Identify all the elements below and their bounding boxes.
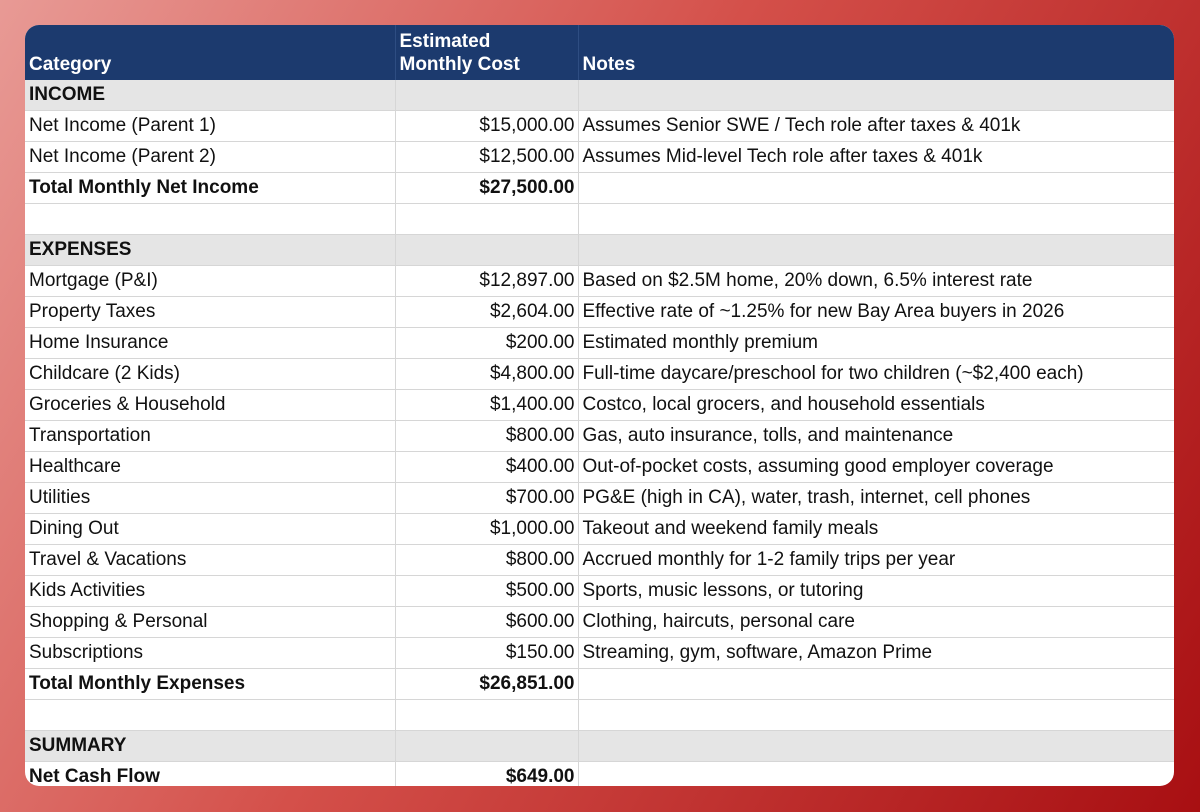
table-row [25, 266, 1174, 297]
cell-category[interactable]: Transportation [25, 421, 395, 452]
cell-cost[interactable]: $12,500.00 [395, 142, 578, 173]
table-row [25, 390, 1174, 421]
cell-cost[interactable]: $12,897.00 [395, 266, 578, 297]
cell[interactable] [395, 731, 578, 762]
cell[interactable] [578, 731, 1174, 762]
cell-cost[interactable]: $400.00 [395, 452, 578, 483]
table-row [25, 452, 1174, 483]
cell-category[interactable]: Dining Out [25, 514, 395, 545]
cell[interactable] [395, 80, 578, 111]
spreadsheet-card [25, 25, 1174, 786]
cell-notes[interactable]: Takeout and weekend family meals [578, 514, 1174, 545]
blank-row [25, 204, 1174, 235]
cell-notes[interactable] [578, 669, 1174, 700]
table-row [25, 576, 1174, 607]
cell[interactable] [578, 700, 1174, 731]
cell[interactable] [395, 235, 578, 266]
cell[interactable] [578, 80, 1174, 111]
header-category[interactable]: Category [25, 25, 395, 80]
cell-cost[interactable]: $700.00 [395, 483, 578, 514]
table-row [25, 111, 1174, 142]
cell[interactable]: EXPENSES [25, 235, 395, 266]
cell-cost[interactable]: $1,000.00 [395, 514, 578, 545]
total-row-income [25, 173, 1174, 204]
table-row [25, 514, 1174, 545]
table-row [25, 328, 1174, 359]
cell-cost[interactable]: $649.00 [395, 762, 578, 787]
cell-notes[interactable]: Streaming, gym, software, Amazon Prime [578, 638, 1174, 669]
cell-notes[interactable]: Estimated monthly premium [578, 328, 1174, 359]
cell[interactable] [395, 700, 578, 731]
cell-notes[interactable]: Assumes Mid-level Tech role after taxes & 401k [578, 142, 1174, 173]
cell[interactable] [578, 204, 1174, 235]
cell-notes[interactable] [578, 173, 1174, 204]
cell-category[interactable]: Net Income (Parent 1) [25, 111, 395, 142]
cell[interactable] [578, 235, 1174, 266]
blank-row [25, 700, 1174, 731]
cell-cost[interactable]: $4,800.00 [395, 359, 578, 390]
cell-cost[interactable]: $600.00 [395, 607, 578, 638]
table-row [25, 638, 1174, 669]
cell-category[interactable]: Total Monthly Expenses [25, 669, 395, 700]
section-row-summary [25, 731, 1174, 762]
cell-notes[interactable]: Accrued monthly for 1-2 family trips per year [578, 545, 1174, 576]
cell-cost[interactable]: $200.00 [395, 328, 578, 359]
header-cost-line2: Monthly Cost [399, 54, 520, 75]
table-row [25, 421, 1174, 452]
cell[interactable] [395, 204, 578, 235]
budget-table [25, 25, 1174, 786]
cell-cost[interactable]: $800.00 [395, 421, 578, 452]
net-cash-flow-row [25, 762, 1174, 787]
cell[interactable] [25, 204, 395, 235]
cell-cost[interactable]: $500.00 [395, 576, 578, 607]
table-row [25, 297, 1174, 328]
cell-cost[interactable]: $27,500.00 [395, 173, 578, 204]
table-row [25, 142, 1174, 173]
table-row [25, 607, 1174, 638]
cell-notes[interactable]: Full-time daycare/preschool for two children (~$2,400 each) [578, 359, 1174, 390]
cell[interactable]: INCOME [25, 80, 395, 111]
header-notes[interactable]: Notes [578, 25, 1174, 80]
cell-cost[interactable]: $1,400.00 [395, 390, 578, 421]
cell-cost[interactable]: $26,851.00 [395, 669, 578, 700]
cell-category[interactable]: Travel & Vacations [25, 545, 395, 576]
cell-category[interactable]: Home Insurance [25, 328, 395, 359]
header-cost[interactable] [395, 25, 578, 80]
cell-category[interactable]: Utilities [25, 483, 395, 514]
cell-category[interactable]: Net Cash Flow [25, 762, 395, 787]
cell-category[interactable]: Subscriptions [25, 638, 395, 669]
section-row-expenses [25, 235, 1174, 266]
cell-cost[interactable]: $150.00 [395, 638, 578, 669]
cell-notes[interactable]: PG&E (high in CA), water, trash, internet, cell phones [578, 483, 1174, 514]
cell-category[interactable]: Shopping & Personal [25, 607, 395, 638]
cell-category[interactable]: Mortgage (P&I) [25, 266, 395, 297]
cell-category[interactable]: Total Monthly Net Income [25, 173, 395, 204]
cell-cost[interactable]: $800.00 [395, 545, 578, 576]
cell-category[interactable]: Net Income (Parent 2) [25, 142, 395, 173]
cell-notes[interactable]: Out-of-pocket costs, assuming good employer coverage [578, 452, 1174, 483]
cell-notes[interactable]: Sports, music lessons, or tutoring [578, 576, 1174, 607]
cell-notes[interactable]: Clothing, haircuts, personal care [578, 607, 1174, 638]
table-row [25, 483, 1174, 514]
cell-notes[interactable]: Based on $2.5M home, 20% down, 6.5% interest rate [578, 266, 1174, 297]
cell-category[interactable]: Childcare (2 Kids) [25, 359, 395, 390]
cell-cost[interactable]: $15,000.00 [395, 111, 578, 142]
cell-cost[interactable]: $2,604.00 [395, 297, 578, 328]
cell-category[interactable]: Kids Activities [25, 576, 395, 607]
cell-notes[interactable]: Effective rate of ~1.25% for new Bay Area buyers in 2026 [578, 297, 1174, 328]
cell-notes[interactable]: Assumes Senior SWE / Tech role after taxes & 401k [578, 111, 1174, 142]
total-row-expenses [25, 669, 1174, 700]
cell-notes[interactable]: Costco, local grocers, and household essentials [578, 390, 1174, 421]
cell-notes[interactable]: Gas, auto insurance, tolls, and maintenance [578, 421, 1174, 452]
cell[interactable] [25, 700, 395, 731]
table-row [25, 359, 1174, 390]
header-row [25, 25, 1174, 80]
cell-category[interactable]: Groceries & Household [25, 390, 395, 421]
cell[interactable]: SUMMARY [25, 731, 395, 762]
cell-category[interactable]: Healthcare [25, 452, 395, 483]
section-row-income [25, 80, 1174, 111]
table-row [25, 545, 1174, 576]
header-cost-line1: Estimated [399, 31, 491, 52]
cell-category[interactable]: Property Taxes [25, 297, 395, 328]
cell-notes[interactable] [578, 762, 1174, 787]
